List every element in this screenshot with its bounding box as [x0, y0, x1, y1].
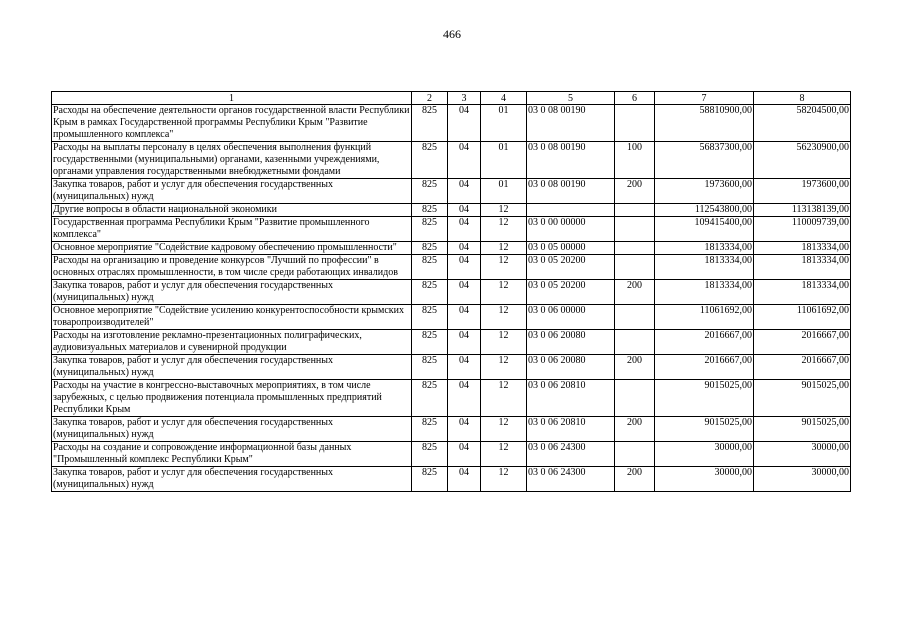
amount-year-1: 1813334,00	[655, 242, 754, 255]
target-article-code: 03 0 06 24300	[527, 442, 615, 467]
target-article-code: 03 0 05 20200	[527, 255, 615, 280]
ministry-code: 825	[412, 305, 448, 330]
amount-year-1: 2016667,00	[655, 355, 754, 380]
subsection-code: 12	[481, 305, 527, 330]
expense-type-code	[615, 217, 655, 242]
amount-year-2: 11061692,00	[754, 305, 851, 330]
expense-type-code: 100	[615, 142, 655, 179]
ministry-code: 825	[412, 242, 448, 255]
amount-year-1: 9015025,00	[655, 380, 754, 417]
table-row	[52, 105, 851, 142]
header-cell: 4	[481, 92, 527, 105]
subsection-code: 12	[481, 330, 527, 355]
ministry-code: 825	[412, 417, 448, 442]
target-article-code: 03 0 06 00000	[527, 305, 615, 330]
target-article-code	[527, 204, 615, 217]
section-code: 04	[448, 217, 481, 242]
amount-year-1: 112543800,00	[655, 204, 754, 217]
row-description: Закупка товаров, работ и услуг для обеспечения государственных (муниципальных) нужд	[52, 179, 412, 204]
header-cell: 3	[448, 92, 481, 105]
amount-year-2: 30000,00	[754, 442, 851, 467]
ministry-code: 825	[412, 467, 448, 492]
header-cell: 5	[527, 92, 615, 105]
row-description: Закупка товаров, работ и услуг для обеспечения государственных (муниципальных) нужд	[52, 355, 412, 380]
expense-type-code	[615, 242, 655, 255]
table-row	[52, 204, 851, 217]
subsection-code: 12	[481, 255, 527, 280]
table-row	[52, 305, 851, 330]
section-code: 04	[448, 255, 481, 280]
header-row	[52, 92, 851, 105]
table-row	[52, 280, 851, 305]
expense-type-code	[615, 105, 655, 142]
subsection-code: 12	[481, 217, 527, 242]
amount-year-2: 1973600,00	[754, 179, 851, 204]
amount-year-2: 110009739,00	[754, 217, 851, 242]
section-code: 04	[448, 380, 481, 417]
ministry-code: 825	[412, 179, 448, 204]
amount-year-2: 58204500,00	[754, 105, 851, 142]
row-description: Другие вопросы в области национальной экономики	[52, 204, 412, 217]
section-code: 04	[448, 280, 481, 305]
row-description: Расходы на организацию и проведение конкурсов "Лучший по профессии" в основных отраслях промышленности, в том числе среди работающих инвалидов	[52, 255, 412, 280]
expense-type-code: 200	[615, 417, 655, 442]
amount-year-2: 9015025,00	[754, 380, 851, 417]
amount-year-2: 56230900,00	[754, 142, 851, 179]
amount-year-2: 30000,00	[754, 467, 851, 492]
amount-year-1: 58810900,00	[655, 105, 754, 142]
amount-year-1: 30000,00	[655, 442, 754, 467]
amount-year-2: 2016667,00	[754, 355, 851, 380]
section-code: 04	[448, 204, 481, 217]
table-row	[52, 217, 851, 242]
table-row	[52, 255, 851, 280]
row-description: Закупка товаров, работ и услуг для обеспечения государственных (муниципальных) нужд	[52, 467, 412, 492]
amount-year-2: 1813334,00	[754, 242, 851, 255]
ministry-code: 825	[412, 204, 448, 217]
row-description: Основное мероприятие "Содействие усилению конкурентоспособности крымских товаропроизводителей"	[52, 305, 412, 330]
ministry-code: 825	[412, 217, 448, 242]
table-body	[52, 92, 851, 492]
header-cell: 2	[412, 92, 448, 105]
amount-year-1: 9015025,00	[655, 417, 754, 442]
expense-type-code: 200	[615, 280, 655, 305]
row-description: Расходы на выплаты персоналу в целях обеспечения выполнения функций государственными (муниципальными) органами, казенными учреждениями, органами управления государственными внебюджетными фондами	[52, 142, 412, 179]
expense-type-code	[615, 305, 655, 330]
target-article-code: 03 0 05 00000	[527, 242, 615, 255]
ministry-code: 825	[412, 442, 448, 467]
amount-year-2: 1813334,00	[754, 255, 851, 280]
table-row	[52, 442, 851, 467]
row-description: Основное мероприятие "Содействие кадровому обеспечению промышленности"	[52, 242, 412, 255]
target-article-code: 03 0 00 00000	[527, 217, 615, 242]
subsection-code: 12	[481, 442, 527, 467]
row-description: Государственная программа Республики Крым "Развитие промышленного комплекса"	[52, 217, 412, 242]
subsection-code: 01	[481, 105, 527, 142]
table-row	[52, 417, 851, 442]
expense-type-code: 200	[615, 179, 655, 204]
expense-type-code: 200	[615, 467, 655, 492]
row-description: Расходы на участие в конгрессно-выставочных мероприятиях, в том числе зарубежных, с целью продвижения потенциала промышленных предприятий Республики Крым	[52, 380, 412, 417]
subsection-code: 01	[481, 179, 527, 204]
section-code: 04	[448, 305, 481, 330]
header-cell: 6	[615, 92, 655, 105]
section-code: 04	[448, 467, 481, 492]
table-row	[52, 179, 851, 204]
table-row	[52, 467, 851, 492]
row-description: Расходы на обеспечение деятельности органов государственной власти Республики Крым в рамках Государственной программы Республики Крым "Развитие промышленного комплекса"	[52, 105, 412, 142]
section-code: 04	[448, 105, 481, 142]
subsection-code: 12	[481, 204, 527, 217]
expense-type-code	[615, 255, 655, 280]
target-article-code: 03 0 08 00190	[527, 179, 615, 204]
amount-year-1: 109415400,00	[655, 217, 754, 242]
expense-type-code: 200	[615, 355, 655, 380]
subsection-code: 12	[481, 280, 527, 305]
table-row	[52, 142, 851, 179]
target-article-code: 03 0 06 20080	[527, 330, 615, 355]
target-article-code: 03 0 08 00190	[527, 105, 615, 142]
row-description: Закупка товаров, работ и услуг для обеспечения государственных (муниципальных) нужд	[52, 280, 412, 305]
amount-year-1: 56837300,00	[655, 142, 754, 179]
section-code: 04	[448, 179, 481, 204]
expense-type-code	[615, 442, 655, 467]
amount-year-2: 113138139,00	[754, 204, 851, 217]
ministry-code: 825	[412, 105, 448, 142]
table-row	[52, 380, 851, 417]
table-row	[52, 242, 851, 255]
subsection-code: 12	[481, 417, 527, 442]
target-article-code: 03 0 06 24300	[527, 467, 615, 492]
page-number: 466	[443, 27, 461, 41]
ministry-code: 825	[412, 142, 448, 179]
budget-table	[51, 91, 851, 492]
header-cell: 7	[655, 92, 754, 105]
ministry-code: 825	[412, 280, 448, 305]
amount-year-2: 1813334,00	[754, 280, 851, 305]
ministry-code: 825	[412, 355, 448, 380]
amount-year-1: 2016667,00	[655, 330, 754, 355]
amount-year-2: 2016667,00	[754, 330, 851, 355]
amount-year-2: 9015025,00	[754, 417, 851, 442]
target-article-code: 03 0 06 20080	[527, 355, 615, 380]
section-code: 04	[448, 142, 481, 179]
subsection-code: 12	[481, 467, 527, 492]
table-row	[52, 355, 851, 380]
amount-year-1: 1813334,00	[655, 280, 754, 305]
amount-year-1: 1813334,00	[655, 255, 754, 280]
expense-type-code	[615, 380, 655, 417]
expense-type-code	[615, 204, 655, 217]
target-article-code: 03 0 06 20810	[527, 417, 615, 442]
header-cell: 1	[52, 92, 412, 105]
subsection-code: 12	[481, 380, 527, 417]
ministry-code: 825	[412, 330, 448, 355]
row-description: Расходы на изготовление рекламно-презентационных полиграфических, аудиовизуальных материалов и сувенирной продукции	[52, 330, 412, 355]
ministry-code: 825	[412, 255, 448, 280]
target-article-code: 03 0 06 20810	[527, 380, 615, 417]
amount-year-1: 11061692,00	[655, 305, 754, 330]
subsection-code: 12	[481, 355, 527, 380]
section-code: 04	[448, 442, 481, 467]
section-code: 04	[448, 330, 481, 355]
ministry-code: 825	[412, 380, 448, 417]
section-code: 04	[448, 417, 481, 442]
row-description: Закупка товаров, работ и услуг для обеспечения государственных (муниципальных) нужд	[52, 417, 412, 442]
amount-year-1: 30000,00	[655, 467, 754, 492]
section-code: 04	[448, 242, 481, 255]
target-article-code: 03 0 05 20200	[527, 280, 615, 305]
section-code: 04	[448, 355, 481, 380]
amount-year-1: 1973600,00	[655, 179, 754, 204]
subsection-code: 12	[481, 242, 527, 255]
target-article-code: 03 0 08 00190	[527, 142, 615, 179]
table-row	[52, 330, 851, 355]
expense-type-code	[615, 330, 655, 355]
header-cell: 8	[754, 92, 851, 105]
row-description: Расходы на создание и сопровождение информационной базы данных "Промышленный комплекс Республики Крым"	[52, 442, 412, 467]
subsection-code: 01	[481, 142, 527, 179]
